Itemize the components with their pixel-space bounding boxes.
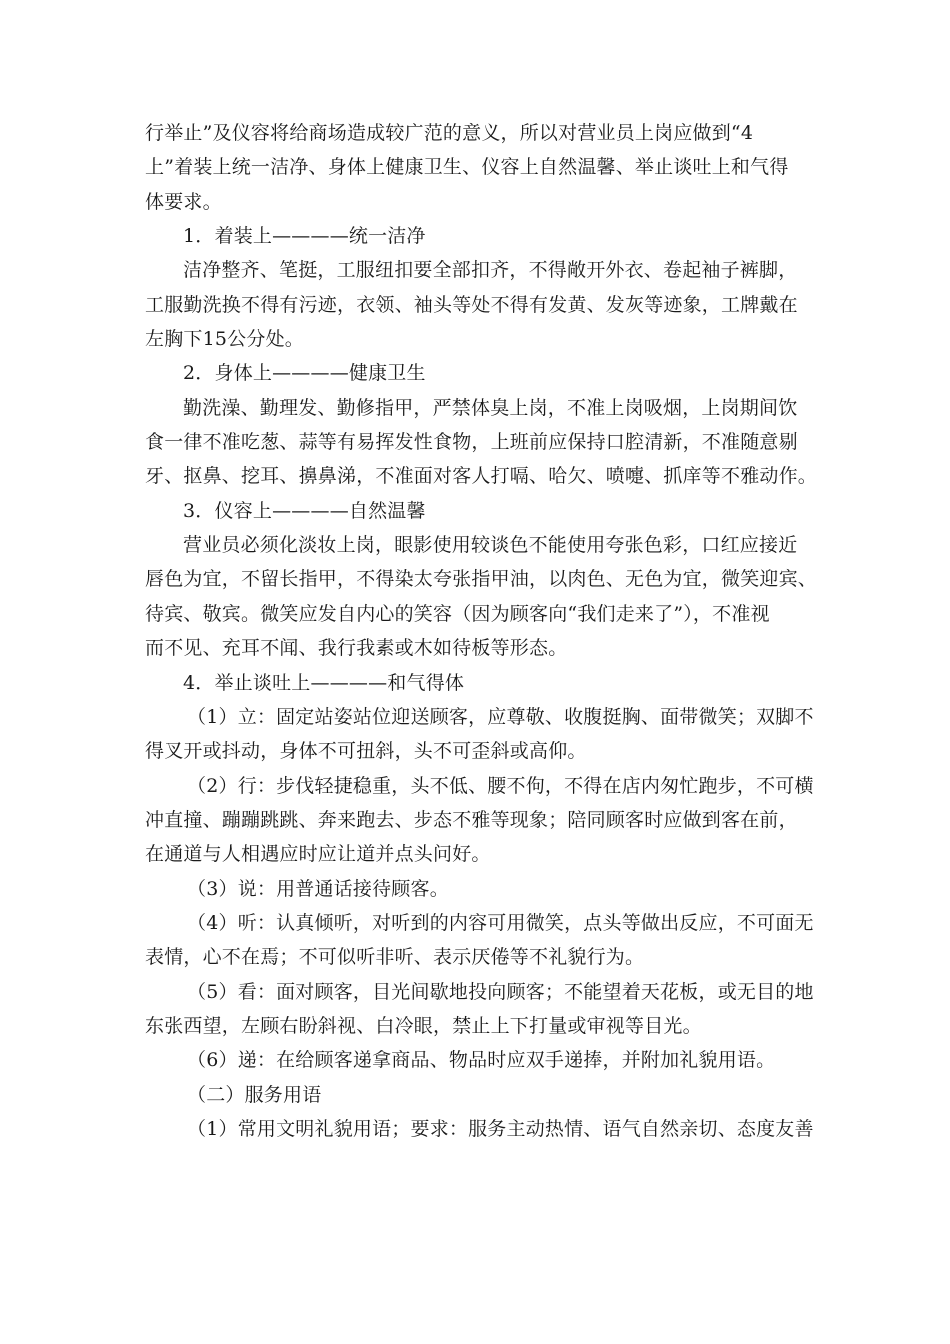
list-item-look: （5）看：面对顾客，目光间歇地投向顾客；不能望着天花板，或无目的地 [187,980,814,1003]
section-heading-manners: 4．举止谈吐上————和气得体 [183,671,465,694]
paragraph-line: 行举止”及仪容将给商场造成较广范的意义，所以对营业员上岗应做到“4 [145,122,754,144]
paragraph-line: 而不见、充耳不闻、我行我素或木如待板等形态。 [145,637,568,660]
paragraph-line: 营业员必须化淡妆上岗，眼影使用较谈色不能使用夸张色彩，口红应接近 [183,534,798,557]
paragraph-line: 牙、抠鼻、挖耳、擤鼻涕，不准面对客人打嗝、哈欠、喷嚏、抓庠等不雅动作。 [145,465,818,488]
paragraph-line: 体要求。 [145,190,222,213]
list-item-listen: （4）听：认真倾听，对听到的内容可用微笑，点头等做出反应，不可面无 [187,911,814,934]
list-item-walk: （2）行：步伐轻捷稳重，头不低、腰不佝，不得在店内匆忙跑步，不可横 [187,774,814,797]
paragraph-line: 洁净整齐、笔挺，工服纽扣要全部扣齐，不得敞开外衣、卷起袖子裤脚， [183,259,798,282]
section-heading-hygiene: 2．身体上————健康卫生 [183,362,426,385]
paragraph-line: 待宾、敬宾。微笑应发自内心的笑容（因为顾客向“我们走来了”），不准视 [145,602,770,625]
paragraph-line: 东张西望，左顾右盼斜视、白冷眼，禁止上下打量或审视等目光。 [145,1014,702,1037]
list-item-hand-over: （6）递：在给顾客递拿商品、物品时应双手递捧，并附加礼貌用语。 [187,1049,776,1072]
section-heading-appearance: 3．仪容上————自然温馨 [183,499,426,522]
list-item-stand: （1）立：固定站姿站位迎送顾客，应尊敬、收腹挺胸、面带微笑；双脚不 [187,705,814,728]
paragraph-line: 在通道与人相遇应时应让道并点头问好。 [145,843,491,866]
paragraph-line: 冲直撞、蹦蹦跳跳、奔来跑去、步态不雅等现象；陪同顾客时应做到客在前， [145,808,798,831]
paragraph-line: 上”着装上统一洁净、身体上健康卫生、仪容上自然温馨、举止谈吐上和气得 [145,156,789,179]
document-body [145,116,818,1146]
paragraph-line: 工服勤洗换不得有污迹，衣领、袖头等处不得有发黄、发灰等迹象，工牌戴在 [145,293,798,316]
list-item-speak: （3）说：用普通话接待顾客。 [187,877,449,900]
paragraph-line: 勤洗澡、勤理发、勤修指甲，严禁体臭上岗，不准上岗吸烟，上岗期间饮 [183,396,798,419]
paragraph-line: 唇色为宜，不留长指甲，不得染太夸张指甲油，以肉色、无色为宜，微笑迎宾、 [145,568,818,591]
paragraph-line: 表情，心不在焉；不可似听非听、表示厌倦等不礼貌行为。 [145,946,645,969]
paragraph-line: 食一律不准吃葱、蒜等有易挥发性食物，上班前应保持口腔清新，不准随意剔 [145,431,798,454]
section-heading-service-language: （二）服务用语 [187,1083,322,1106]
section-heading-attire: 1．着装上————统一洁净 [183,225,426,248]
paragraph-line: 左胸下15公分处。 [145,328,304,351]
paragraph-line: 得叉开或抖动，身体不可扭斜，头不可歪斜或高仰。 [145,740,587,763]
list-item-polite-language: （1）常用文明礼貌用语；要求：服务主动热情、语气自然亲切、态度友善 [187,1117,814,1140]
